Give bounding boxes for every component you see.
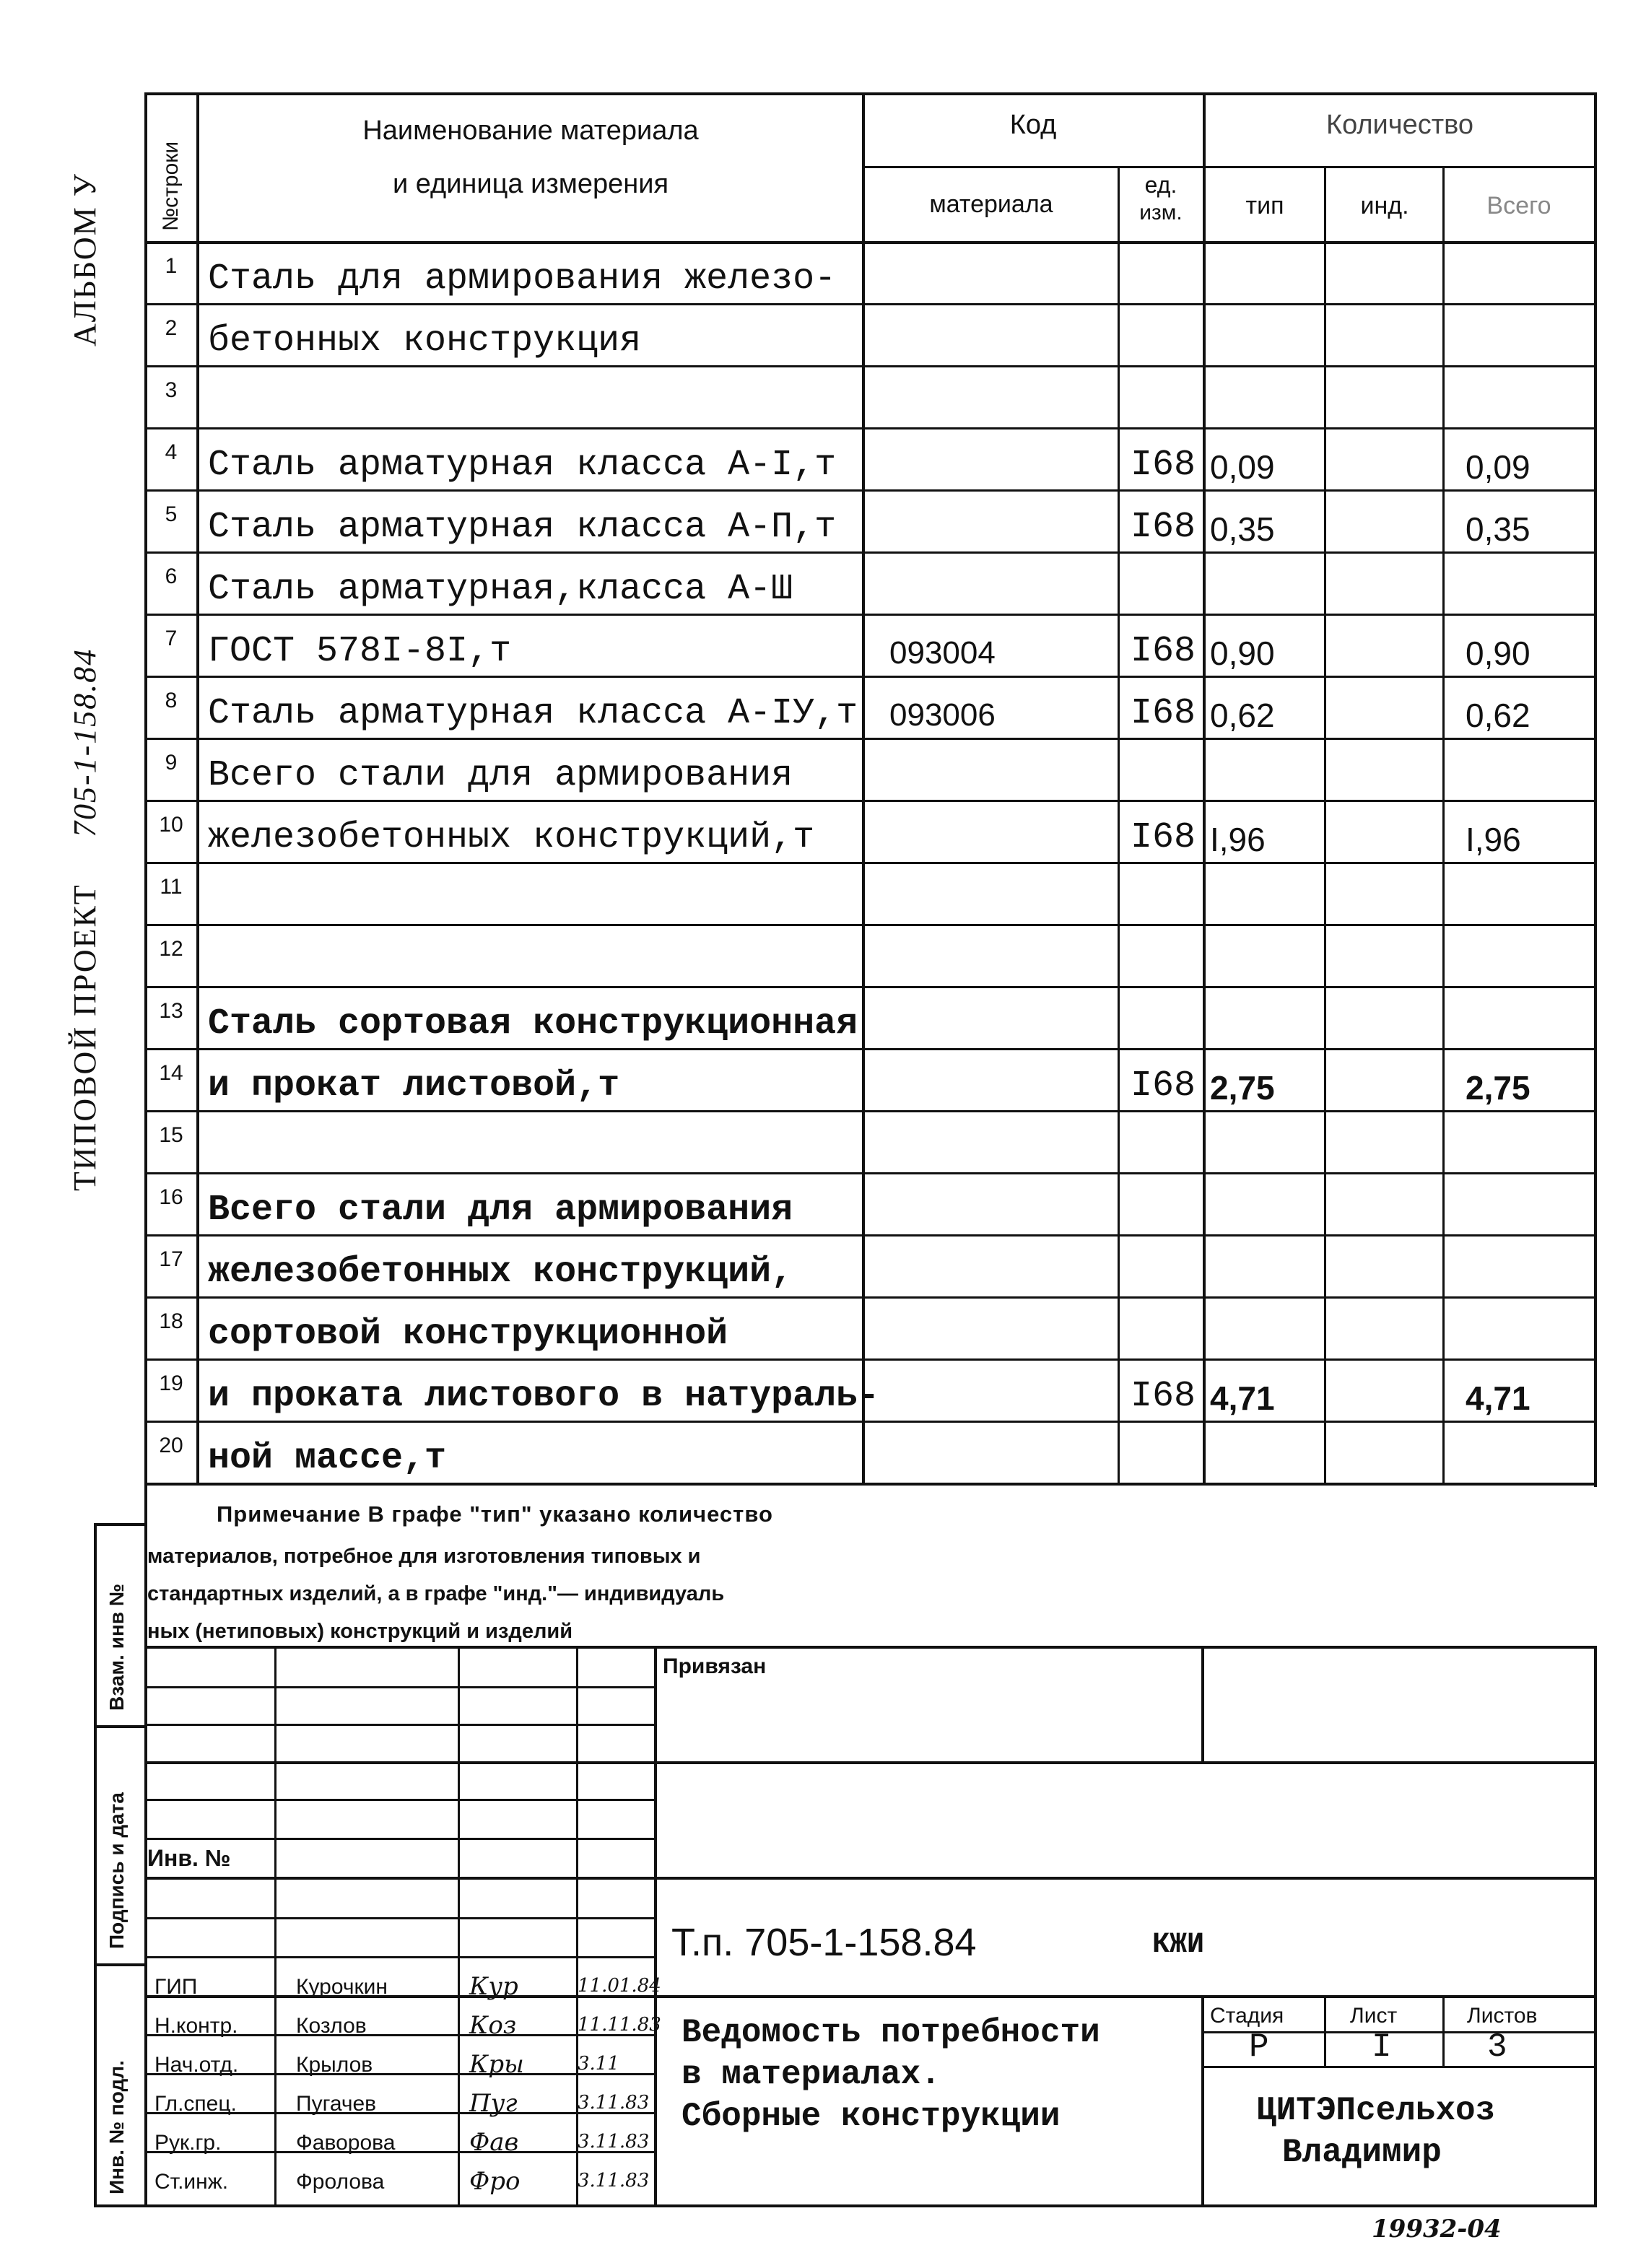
role-signature: Фав bbox=[469, 2128, 519, 2157]
project-code-caption: 705-1-158.84 bbox=[67, 647, 103, 837]
role-name: Пугачев bbox=[296, 2092, 377, 2116]
role-date: 3.11 bbox=[578, 2053, 619, 2075]
row-number: 13 bbox=[159, 999, 183, 1023]
org-line1: ЦИТЭПсельхоз bbox=[1256, 2092, 1496, 2129]
role-label: Ст.инж. bbox=[154, 2170, 229, 2194]
stage-label: Стадия bbox=[1210, 2004, 1284, 2028]
doc-code: Т.п. 705-1-158.84 bbox=[671, 1921, 977, 1964]
code-unit-header-line2: изм. bbox=[1139, 201, 1183, 224]
row-number: 14 bbox=[159, 1061, 183, 1085]
note-line4: ных (нетиповых) конструкций и изделий bbox=[147, 1620, 573, 1643]
row-number: 17 bbox=[159, 1247, 183, 1271]
row-unit: I68 bbox=[1131, 507, 1196, 548]
row-number: 1 bbox=[165, 254, 178, 278]
row-number: 19 bbox=[159, 1371, 183, 1395]
row-type-qty: I,96 bbox=[1210, 821, 1266, 858]
privyazan-label: Привязан bbox=[663, 1654, 767, 1678]
role-label: Рук.гр. bbox=[154, 2131, 222, 2155]
inv-no-label: Инв. № bbox=[147, 1845, 231, 1871]
sheet-label: Лист bbox=[1350, 2004, 1398, 2028]
qty-total-header: Всего bbox=[1486, 192, 1551, 219]
note-line1: Примечание В графе "тип" указано количество bbox=[217, 1501, 773, 1527]
role-signature: Пуг bbox=[469, 2089, 518, 2118]
row-type-qty: 4,71 bbox=[1210, 1379, 1275, 1417]
row-number: 6 bbox=[165, 564, 178, 588]
role-date: 3.11.83 bbox=[578, 2170, 650, 2191]
row-number: 5 bbox=[165, 502, 178, 526]
row-total-qty: I,96 bbox=[1466, 821, 1521, 858]
role-label: ГИП bbox=[154, 1975, 198, 1999]
qty-group-header: Количество bbox=[1325, 110, 1474, 140]
order-number: 19932-04 bbox=[1372, 2215, 1502, 2243]
row-name: железобетонных конструкций, bbox=[208, 1252, 793, 1293]
row-total-qty: 0,90 bbox=[1466, 634, 1530, 672]
row-name: ной массе,т bbox=[208, 1438, 447, 1479]
row-number: 11 bbox=[160, 875, 183, 899]
qty-type-header: тип bbox=[1245, 192, 1284, 219]
row-number: 3 bbox=[165, 378, 178, 402]
row-total-qty: 0,62 bbox=[1466, 697, 1530, 734]
row-number: 15 bbox=[159, 1123, 183, 1147]
row-unit: I68 bbox=[1131, 817, 1196, 858]
row-name: и прокат листовой,т bbox=[208, 1065, 620, 1107]
code-unit-header-line1: ед. bbox=[1144, 172, 1177, 198]
role-name: Козлов bbox=[296, 2014, 367, 2038]
doc-mark: КЖИ bbox=[1152, 1929, 1205, 1961]
title-line1: Ведомость потребности bbox=[682, 2014, 1100, 2051]
role-date: 11.01.84 bbox=[578, 1975, 661, 1997]
row-name: Сталь арматурная класса А-П,т bbox=[208, 507, 837, 548]
role-name: Крылов bbox=[296, 2053, 373, 2077]
row-type-qty: 0,90 bbox=[1210, 634, 1275, 672]
org-line2: Владимир bbox=[1282, 2134, 1442, 2171]
row-name: сортовой конструкционной bbox=[208, 1314, 728, 1355]
album-caption: АЛЬБОМ У bbox=[67, 173, 103, 346]
role-date: 11.11.83 bbox=[578, 2014, 661, 2036]
sheets-label: Листов bbox=[1467, 2004, 1538, 2028]
role-name: Фаворова bbox=[296, 2131, 396, 2155]
inv-podl-label: Инв. № подл. bbox=[105, 2060, 128, 2194]
row-name: и проката листового в натураль- bbox=[208, 1376, 880, 1417]
role-label: Нач.отд. bbox=[154, 2053, 239, 2077]
row-name: Сталь для армирования железо- bbox=[208, 258, 837, 300]
role-signature: Кры bbox=[469, 2050, 524, 2079]
row-name: Всего стали для армирования bbox=[208, 755, 793, 796]
role-signature: Фро bbox=[469, 2167, 521, 2196]
row-code: 093006 bbox=[889, 697, 996, 733]
row-name: Сталь арматурная класса А-IУ,т bbox=[208, 693, 858, 734]
row-unit: I68 bbox=[1131, 445, 1196, 486]
sheet-value: I bbox=[1372, 2028, 1392, 2066]
row-unit: I68 bbox=[1131, 1065, 1196, 1107]
code-group-header: Код bbox=[1009, 110, 1057, 140]
qty-ind-header: инд. bbox=[1360, 192, 1409, 219]
row-number: 20 bbox=[159, 1434, 183, 1457]
row-total-qty: 2,75 bbox=[1466, 1069, 1530, 1107]
row-name: бетонных конструкция bbox=[208, 320, 642, 362]
row-total-qty: 0,09 bbox=[1466, 448, 1530, 486]
row-name: Сталь арматурная класса А-I,т bbox=[208, 445, 837, 486]
row-number: 4 bbox=[165, 440, 178, 464]
role-label: Н.контр. bbox=[154, 2014, 238, 2038]
row-type-qty: 0,35 bbox=[1210, 510, 1275, 548]
role-signature: Кур bbox=[469, 1972, 518, 2001]
project-type-caption: ТИПОВОЙ ПРОЕКТ bbox=[67, 884, 103, 1191]
row-name: Сталь сортовая конструкционная bbox=[208, 1003, 858, 1044]
row-type-qty: 2,75 bbox=[1210, 1069, 1275, 1107]
row-unit: I68 bbox=[1131, 1376, 1196, 1417]
role-signature: Коз bbox=[469, 2011, 517, 2040]
podpis-data-label: Подпись и дата bbox=[105, 1792, 128, 1949]
row-total-qty: 0,35 bbox=[1466, 510, 1530, 548]
row-number: 10 bbox=[159, 813, 183, 837]
row-number: 9 bbox=[165, 751, 178, 775]
row-name: ГОСТ 578I-8I,т bbox=[208, 631, 512, 672]
row-number: 2 bbox=[165, 316, 178, 340]
stage-value: Р bbox=[1249, 2028, 1269, 2066]
row-number: 8 bbox=[165, 689, 178, 712]
note-line2: материалов, потребное для изготовления типовых и bbox=[147, 1545, 701, 1568]
sheets-value: 3 bbox=[1487, 2028, 1507, 2066]
row-number: 12 bbox=[159, 937, 183, 961]
row-number: 7 bbox=[165, 627, 178, 650]
num-col-header: №строки bbox=[159, 141, 183, 231]
row-unit: I68 bbox=[1131, 693, 1196, 734]
name-col-header-line1: Наименование материала bbox=[362, 115, 699, 146]
row-type-qty: 0,09 bbox=[1210, 448, 1275, 486]
row-type-qty: 0,62 bbox=[1210, 697, 1275, 734]
row-unit: I68 bbox=[1131, 631, 1196, 672]
row-number: 18 bbox=[159, 1309, 183, 1333]
row-name: Всего стали для армирования bbox=[208, 1190, 793, 1231]
row-name: Сталь арматурная,класса А-Ш bbox=[208, 569, 793, 610]
vzam-inv-label: Взам. инв № bbox=[105, 1584, 128, 1711]
name-col-header-line2: и единица измерения bbox=[392, 169, 669, 199]
role-name: Фролова bbox=[296, 2170, 385, 2194]
role-label: Гл.спец. bbox=[154, 2092, 237, 2116]
row-total-qty: 4,71 bbox=[1466, 1379, 1530, 1417]
title-line2: в материалах. bbox=[682, 2056, 941, 2093]
role-date: 3.11.83 bbox=[578, 2092, 650, 2114]
row-code: 093004 bbox=[889, 635, 996, 671]
title-line3: Сборные конструкции bbox=[682, 2098, 1061, 2135]
row-name: железобетонных конструкций,т bbox=[208, 817, 815, 858]
row-number: 16 bbox=[159, 1185, 183, 1209]
role-name: Курочкин bbox=[296, 1975, 388, 1999]
role-date: 3.11.83 bbox=[578, 2131, 650, 2153]
note-line3: стандартных изделий, а в графе "инд."— индивидуаль bbox=[147, 1582, 725, 1605]
code-material-header: материала bbox=[929, 191, 1053, 218]
